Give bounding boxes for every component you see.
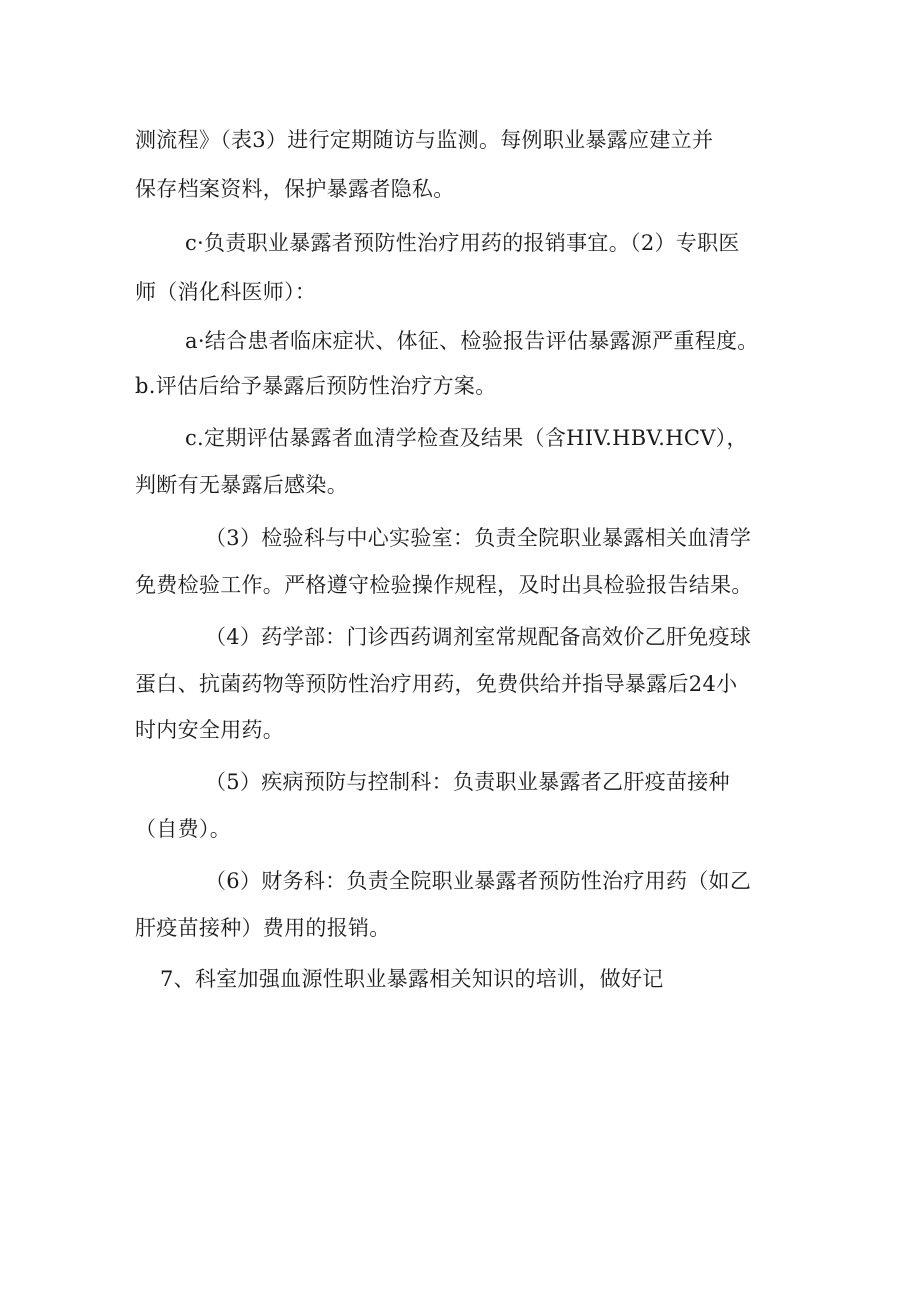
text-line: c·负责职业暴露者预防性治疗用药的报销事宜。（2）专职医 bbox=[185, 231, 740, 255]
text-line: 判断有无暴露后感染。 bbox=[135, 473, 348, 497]
text-line: 蛋白、抗菌药物等预防性治疗用药，免费供给并指导暴露后24小 bbox=[135, 672, 738, 696]
text-line: a·结合患者临床症状、体征、检验报告评估暴露源严重程度。 bbox=[185, 329, 759, 353]
text-line: （自费）。 bbox=[135, 817, 231, 841]
text-line: b.评估后给予暴露后预防性治疗方案。 bbox=[135, 374, 497, 398]
text-line: （5）疾病预防与控制科：负责职业暴露者乙肝疫苗接种 bbox=[205, 770, 730, 794]
text-line: 免费检验工作。严格遵守检验操作规程，及时出具检验报告结果。 bbox=[135, 573, 753, 597]
text-line: 7、科室加强血源性职业暴露相关知识的培训，做好记 bbox=[160, 967, 664, 991]
text-line: （6）财务科：负责全院职业暴露者预防性治疗用药（如乙 bbox=[205, 869, 752, 893]
text-line: （4）药学部：门诊西药调剂室常规配备高效价乙肝免疫球 bbox=[205, 625, 752, 649]
text-line: 师（消化科医师）： bbox=[135, 280, 317, 304]
text-line: 肝疫苗接种）费用的报销。 bbox=[135, 916, 391, 940]
text-line: 测流程》（表3）进行定期随访与监测。每例职业暴露应建立并 bbox=[135, 128, 714, 152]
text-line: （3）检验科与中心实验室：负责全院职业暴露相关血清学 bbox=[205, 526, 752, 550]
text-line: 时内安全用药。 bbox=[135, 718, 285, 742]
text-line: c.定期评估暴露者血清学检查及结果（含HIV.HBV.HCV）， bbox=[185, 426, 748, 450]
text-line: 保存档案资料，保护暴露者隐私。 bbox=[135, 177, 455, 201]
